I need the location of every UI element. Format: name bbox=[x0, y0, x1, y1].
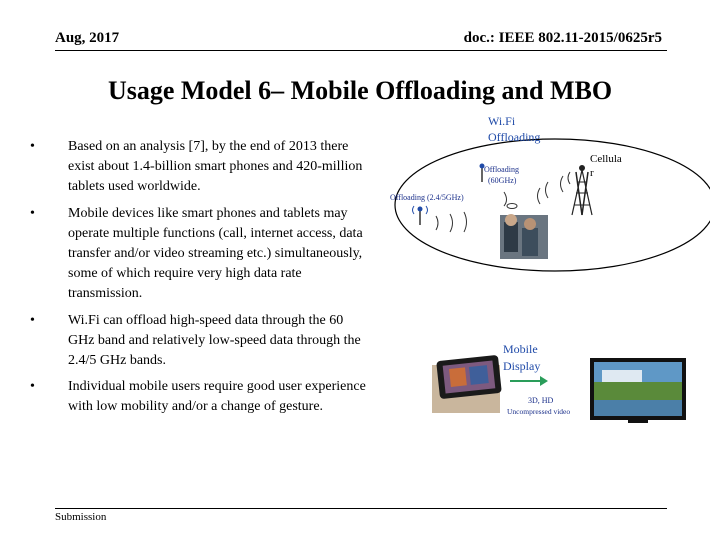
wifi-router-icon bbox=[413, 206, 428, 225]
bullet-item bbox=[30, 204, 370, 305]
mobile-display-line2: Display bbox=[503, 359, 541, 373]
offloading-diagram bbox=[370, 110, 710, 430]
bullet-marker: • bbox=[30, 205, 35, 221]
video-label-line1: 3D, HD bbox=[528, 396, 554, 405]
footer-submission: Submission bbox=[55, 511, 107, 523]
tablet-icon bbox=[432, 355, 502, 413]
users-photo bbox=[500, 214, 548, 259]
offload-24ghz-label: Offloading (2.4/5GHz) bbox=[390, 193, 464, 202]
offload-60ghz-line1: Offloading bbox=[484, 165, 519, 174]
cellular-label-line2: r bbox=[590, 167, 594, 179]
cell-tower-icon bbox=[572, 165, 592, 215]
bullet-marker: • bbox=[30, 312, 35, 328]
wifi-waves-icon bbox=[436, 212, 467, 232]
bullet-item bbox=[30, 137, 370, 198]
bullet-text: Mobile devices like smart phones and tablets may operate multiple functions (call, internet access, data transfer and/or video streaming etc.) simultaneously, some of which require very high data rate transmission. bbox=[68, 205, 363, 302]
header-divider bbox=[55, 50, 667, 51]
bullet-list bbox=[30, 137, 370, 424]
bullet-marker: • bbox=[30, 139, 35, 154]
cellular-label-line1: Cellula bbox=[590, 153, 622, 165]
bullet-item bbox=[30, 377, 370, 417]
bullet-text: Individual mobile users require good user experience with low mobility and/or a change of gesture. bbox=[68, 379, 366, 415]
wifi-label-line1: Wi.Fi bbox=[488, 114, 516, 128]
bullet-text: Based on an analysis [7], by the end of 2013 there exist about 1.4-billion smart phones and 420-million tablets used worldwide. bbox=[68, 139, 363, 195]
wifi-coverage-ellipse bbox=[395, 139, 710, 271]
header-date: Aug, 2017 bbox=[55, 30, 120, 46]
transfer-arrow-icon bbox=[510, 376, 548, 386]
header-doc-id: doc.: IEEE 802.11-2015/0625r5 bbox=[463, 30, 662, 46]
bullet-text: Wi.Fi can offload high-speed data through the 60 GHz band and relatively low-speed data through the 2.4/5 GHz bands. bbox=[68, 312, 361, 369]
footer-divider bbox=[55, 508, 667, 509]
bullet-item bbox=[30, 311, 370, 372]
tv-display-icon bbox=[590, 358, 686, 423]
bullet-marker: • bbox=[30, 379, 35, 395]
cellular-waves-icon bbox=[538, 172, 571, 204]
wifi-label-line2: Offloading bbox=[488, 130, 541, 144]
video-label-line2: Uncompressed video bbox=[507, 407, 571, 416]
slide-title: Usage Model 6– Mobile Offloading and MBO bbox=[107, 76, 613, 105]
offload-60ghz-line2: (60GHz) bbox=[488, 176, 517, 185]
mobile-display-line1: Mobile bbox=[503, 342, 538, 356]
